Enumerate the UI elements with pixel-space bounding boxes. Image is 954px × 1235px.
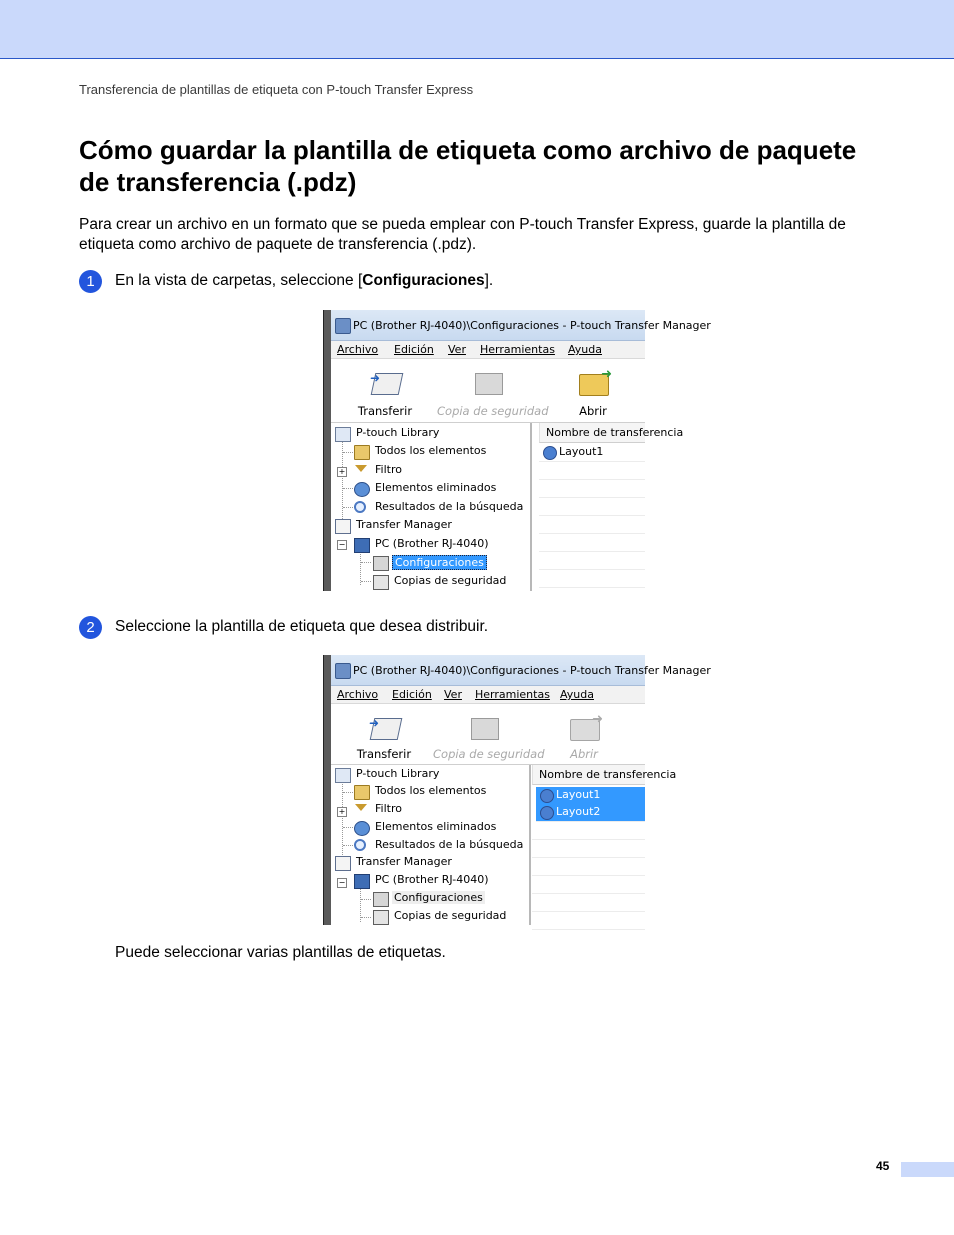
menu-edicion[interactable]: Edición bbox=[392, 688, 432, 701]
configurations-icon bbox=[373, 556, 389, 571]
template-list bbox=[539, 423, 684, 591]
list-column-header[interactable]: Nombre de transferencia bbox=[539, 423, 645, 443]
recycle-globe-icon bbox=[354, 821, 370, 836]
transfer-manager-icon bbox=[335, 856, 351, 871]
menu-herramientas[interactable]: Herramientas bbox=[480, 343, 555, 356]
window-titlebar[interactable] bbox=[331, 655, 711, 686]
search-icon bbox=[354, 501, 366, 513]
note-text: Puede seleccionar varias plantillas de etiquetas. bbox=[115, 944, 446, 961]
expand-filtro-toggle[interactable]: + bbox=[338, 467, 346, 476]
backup-button[interactable]: Copia de seguridad bbox=[437, 359, 537, 395]
expand-filtro-toggle[interactable]: + bbox=[338, 807, 346, 816]
transfer-button[interactable]: ➜ Transferir bbox=[357, 371, 413, 418]
menu-ayuda[interactable]: Ayuda bbox=[560, 688, 594, 701]
window-title: PC (Brother RJ-4040)\Configuraciones - P-touch Transfer Manager bbox=[353, 664, 711, 677]
running-header: Transferencia de plantillas de etiqueta con P-touch Transfer Express bbox=[79, 82, 474, 97]
open-button[interactable]: ➜ Abrir bbox=[579, 367, 612, 418]
computer-icon bbox=[354, 538, 370, 553]
app-icon bbox=[335, 663, 351, 679]
open-folder-icon: ➜ bbox=[578, 369, 608, 395]
transfer-manager-icon bbox=[335, 519, 351, 534]
open-button[interactable]: ➜ Abrir bbox=[570, 712, 603, 761]
library-icon bbox=[335, 427, 351, 442]
folder-tree: + − P-touch Library Todos los elementos Filtro Elementos eliminados Resultados de la búsqueda Transfer Manager PC (Brother RJ-4040) Configuraciones Copias de seguridad bbox=[332, 765, 531, 925]
page-heading: Cómo guardar la plantilla de etiqueta como archivo de paquete de transferencia (.pdz) bbox=[79, 135, 857, 197]
menu-bar bbox=[331, 686, 645, 704]
toolbar bbox=[331, 359, 645, 423]
list-item-layout2[interactable]: Layout2 bbox=[536, 804, 645, 822]
menu-herramientas[interactable]: Herramientas bbox=[475, 688, 550, 701]
recycle-globe-icon bbox=[354, 482, 370, 497]
intro-paragraph: Para crear un archivo en un formato que se pueda emplear con P-touch Transfer Express, guarde la plantilla de etiqueta como archivo de paquete de transferencia (.pdz). bbox=[79, 216, 846, 253]
step-number-2: 2 bbox=[79, 616, 102, 639]
menu-ayuda[interactable]: Ayuda bbox=[568, 343, 602, 356]
menu-ver[interactable]: Ver bbox=[444, 688, 462, 701]
window-titlebar[interactable] bbox=[331, 310, 711, 341]
layout-icon bbox=[540, 789, 554, 803]
page-number: 45 bbox=[876, 1159, 890, 1173]
step-2-text: Seleccione la plantilla de etiqueta que desea distribuir. bbox=[115, 618, 489, 635]
folder-tree: + − P-touch Library Todos los elementos Filtro Elementos eliminados Resultados de la búsqueda Transfer Manager PC (Brother RJ-4040) Configuraciones Copias de seguridad bbox=[332, 423, 532, 591]
screenshot-1-transfer-manager bbox=[323, 310, 711, 591]
layout-icon bbox=[543, 446, 557, 460]
screenshot-2-transfer-manager bbox=[323, 655, 711, 925]
transfer-icon: ➜ bbox=[369, 714, 399, 740]
list-column-header[interactable]: Nombre de transferencia bbox=[532, 765, 645, 785]
collapse-pc-toggle[interactable]: − bbox=[338, 540, 346, 549]
folder-icon bbox=[354, 785, 370, 800]
page-tab-marker bbox=[901, 1162, 954, 1177]
menu-ver[interactable]: Ver bbox=[448, 343, 466, 356]
backup-button[interactable]: Copia de seguridad bbox=[433, 704, 533, 740]
menu-archivo[interactable]: Archivo bbox=[337, 688, 379, 701]
collapse-pc-toggle[interactable]: − bbox=[338, 878, 346, 887]
backup-icon bbox=[472, 369, 502, 395]
filter-icon bbox=[354, 464, 368, 477]
list-item-layout1[interactable]: Layout1 bbox=[536, 787, 645, 805]
menu-archivo[interactable]: Archivo bbox=[337, 343, 379, 356]
menu-bar bbox=[331, 341, 645, 359]
transfer-icon: ➜ bbox=[370, 369, 400, 395]
toolbar bbox=[331, 704, 645, 765]
list-item-layout1[interactable]: Layout1 bbox=[539, 444, 645, 462]
backup-icon bbox=[468, 714, 498, 740]
top-color-band bbox=[0, 0, 954, 59]
transfer-button[interactable]: ➜ Transferir bbox=[356, 716, 412, 761]
template-list bbox=[532, 765, 677, 925]
layout-icon bbox=[540, 806, 554, 820]
backups-icon bbox=[373, 910, 389, 925]
folder-icon bbox=[354, 445, 370, 460]
computer-icon bbox=[354, 874, 370, 889]
app-icon bbox=[335, 318, 351, 334]
filter-icon bbox=[354, 803, 368, 816]
search-icon bbox=[354, 839, 366, 851]
configurations-icon bbox=[373, 892, 389, 907]
step-number-1: 1 bbox=[79, 270, 102, 293]
open-folder-icon: ➜ bbox=[569, 714, 599, 740]
window-title: PC (Brother RJ-4040)\Configuraciones - P-touch Transfer Manager bbox=[353, 319, 711, 332]
menu-edicion[interactable]: Edición bbox=[394, 343, 434, 356]
library-icon bbox=[335, 768, 351, 783]
backups-icon bbox=[373, 575, 389, 590]
step-1-bold-term: Configuraciones bbox=[362, 272, 485, 289]
step-1-text: En la vista de carpetas, seleccione [Configuraciones]. bbox=[115, 272, 494, 289]
